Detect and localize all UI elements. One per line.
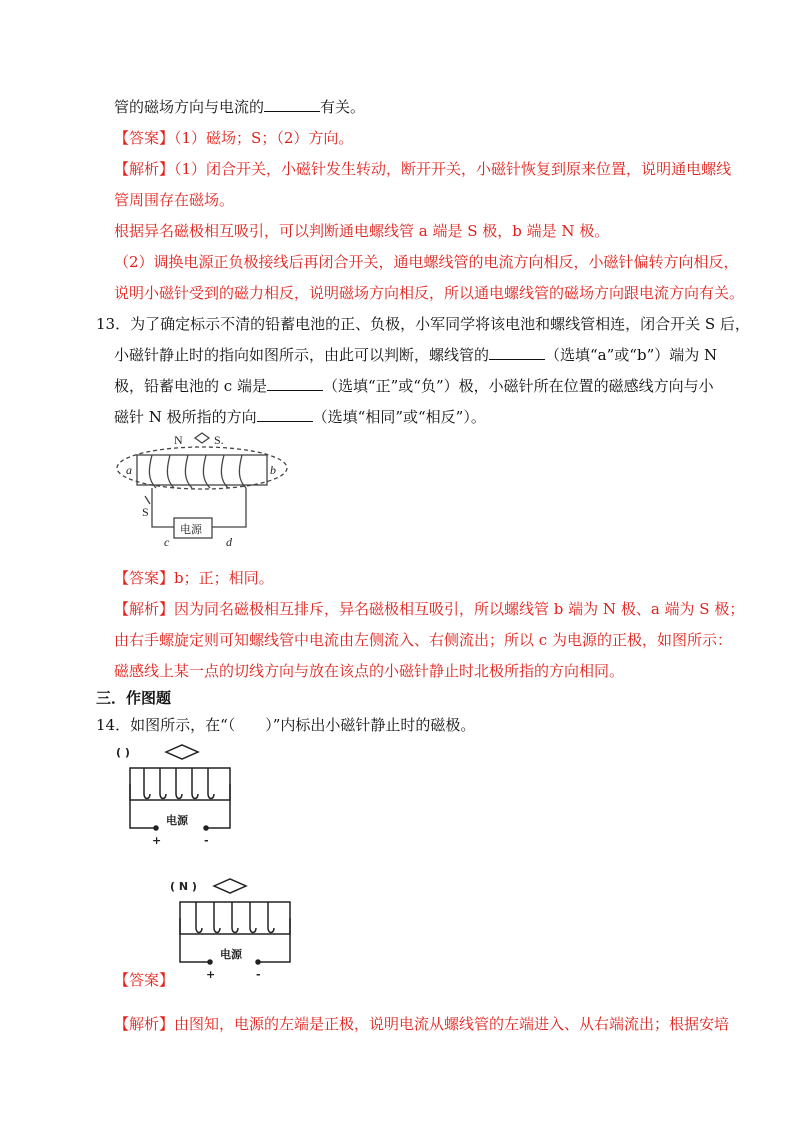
section-heading: 三．作图题 xyxy=(96,689,172,707)
terminal-left xyxy=(154,826,158,830)
explain-12-line-1 xyxy=(114,159,731,179)
question-13-text-3b: （选填“正”或“负”）极，小磁针所在位置的磁感线方向与小 xyxy=(322,377,714,395)
question-14-figure xyxy=(114,740,244,850)
question-13-text-3a: 极，铅蓄电池的 c 端是 xyxy=(114,377,267,395)
question-13-text-4b: （选填“相同”或“相反”）。 xyxy=(312,408,486,426)
question-13-text-2b: （选填“a”或“b”）端为 N xyxy=(545,346,718,364)
compass-needle xyxy=(166,745,198,759)
explain-12-line-3: 根据异名磁极相互吸引，可以判断通电螺线管 a 端是 S 极，b 端是 N 极。 xyxy=(114,222,610,240)
end-a-label: a xyxy=(126,463,132,477)
question-13-line-2 xyxy=(114,345,717,365)
field-line-outer xyxy=(117,447,287,489)
solenoid-compass-figure xyxy=(112,432,292,552)
explain-12-line-2: 管周围存在磁场。 xyxy=(114,191,235,209)
explain-13-line-2: 由右手螺旋定则可知螺线管中电流由左侧流入、右侧流出；所以 c 为电源的正极，如图所示： xyxy=(114,631,732,649)
explain-tag: 【解析】 xyxy=(114,600,175,618)
terminal-right xyxy=(204,826,208,830)
q12-tail-end: 有关。 xyxy=(320,98,366,116)
answer-tag: 【答案】 xyxy=(114,129,175,147)
compass-n-label: N xyxy=(174,433,183,447)
question-13-line-1: 13．为了确定标示不清的铅蓄电池的正、负极，小军同学将该电池和螺线管相连，闭合开关 S 后， xyxy=(96,315,750,333)
explain-13-line-3: 磁感线上某一点的切线方向与放在该点的小磁针静止时北极所指的方向相同。 xyxy=(114,662,625,680)
plus-label: + xyxy=(206,968,216,981)
wire-right xyxy=(212,488,246,527)
question-13-text-4a: 磁针 N 极所指的方向 xyxy=(114,408,257,426)
answer-blank xyxy=(267,376,323,391)
explain-13-line-1 xyxy=(114,599,744,619)
answer-14-tag: 【答案】 xyxy=(114,971,175,989)
wire-left xyxy=(152,512,174,527)
explain-14-text-1: 由图知，电源的左端是正极，说明电流从螺线管的左端进入、从右端流出；根据安培 xyxy=(174,1015,730,1033)
q12-tail-line xyxy=(114,97,365,117)
answer-14-figure xyxy=(170,874,310,984)
question-13-line-4 xyxy=(114,407,486,427)
compass-needle xyxy=(214,879,246,893)
coil-windings xyxy=(149,455,246,488)
terminal-left xyxy=(208,960,212,964)
power-label: 电源 xyxy=(166,814,188,827)
pole-bracket: ( ) xyxy=(116,746,130,759)
minus-label: - xyxy=(256,968,261,981)
switch-label: S xyxy=(142,505,149,519)
question-14-line: 14．如图所示，在“（ ）”内标出小磁针静止时的磁极。 xyxy=(96,716,476,734)
explain-12-line-5: 说明小磁针受到的磁力相反，说明磁场方向相反，所以通电螺线管的磁场方向跟电流方向有关。 xyxy=(114,284,745,302)
coil-windings xyxy=(144,768,214,799)
answer-blank xyxy=(264,97,320,112)
solenoid-body xyxy=(137,455,267,485)
compass-s-label: S. xyxy=(214,433,224,447)
solenoid-body xyxy=(130,768,230,800)
compass-needle xyxy=(195,433,209,443)
terminal-d-label: d xyxy=(226,535,232,549)
answer-12-line xyxy=(114,128,353,148)
terminal-right xyxy=(256,960,260,964)
explain-13-text-1: 因为同名磁极相互排斥，异名磁极相互吸引，所以螺线管 b 端为 N 极、a 端为 S 极； xyxy=(174,600,745,618)
coil-windings xyxy=(196,902,274,933)
answer-blank xyxy=(257,407,313,422)
explain-12-line-4: （2）调换电源正负极接线后再闭合开关，通电螺线管的电流方向相反，小磁针偏转方向相反， xyxy=(114,253,739,271)
answer-12-text: （1）磁场；S；（2）方向。 xyxy=(174,129,354,147)
question-13-line-3 xyxy=(114,376,714,396)
power-label: 电源 xyxy=(220,948,242,961)
plus-label: + xyxy=(152,834,162,847)
pole-answer: ( N ) xyxy=(170,880,197,893)
minus-label: - xyxy=(204,834,209,847)
question-13-text-2a: 小磁针静止时的指向如图所示，由此可以判断，螺线管的 xyxy=(114,346,490,364)
end-b-label: b xyxy=(270,463,276,477)
explain-tag: 【解析】 xyxy=(114,1015,175,1033)
answer-13-line xyxy=(114,568,274,588)
q12-tail-text: 管的磁场方向与电流的 xyxy=(114,98,265,116)
answer-tag: 【答案】 xyxy=(114,569,175,587)
answer-13-text: b；正；相同。 xyxy=(174,569,274,587)
power-label: 电源 xyxy=(180,524,202,536)
explain-tag: 【解析】 xyxy=(114,160,175,178)
terminal-c-label: c xyxy=(164,535,170,549)
explain-14-line-1 xyxy=(114,1014,729,1034)
answer-blank xyxy=(489,345,545,360)
explain-12-text-1: （1）闭合开关，小磁针发生转动，断开开关，小磁针恢复到原来位置，说明通电螺线 xyxy=(174,160,732,178)
